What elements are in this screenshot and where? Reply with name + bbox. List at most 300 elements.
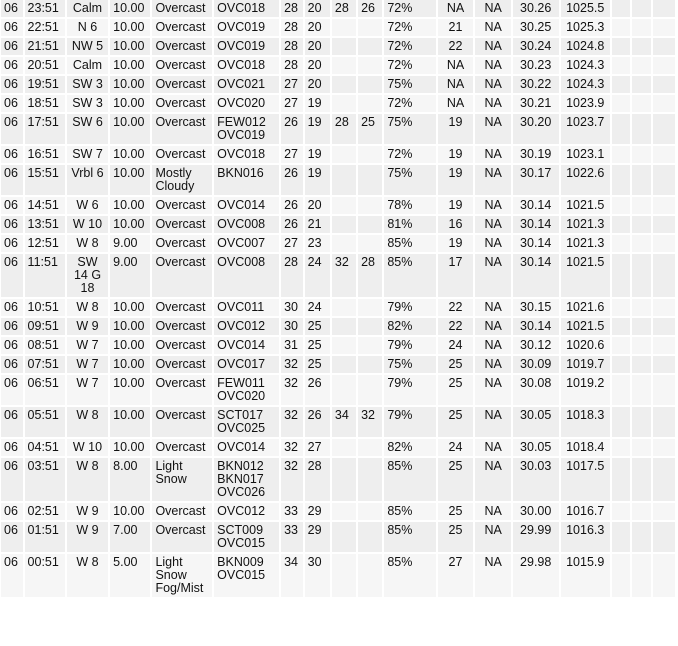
dewpoint-cell: 25 [305, 337, 330, 354]
relative-humidity-cell: 85% [384, 458, 435, 501]
day-cell: 06 [1, 19, 23, 36]
altimeter-cell: 30.26 [513, 0, 559, 17]
empty-cell [653, 337, 675, 354]
wind-cell: SW 14 G 18 [67, 254, 108, 297]
empty-cell [612, 19, 630, 36]
sea-level-pressure-cell: 1024.3 [561, 76, 610, 93]
wind-cell: W 9 [67, 318, 108, 335]
wind-chill-cell: 19 [438, 146, 474, 163]
empty-cell [632, 503, 651, 520]
heat-index-cell: NA [475, 356, 510, 373]
temperature-cell: 27 [281, 95, 303, 112]
empty-cell [632, 458, 651, 501]
table-row [1, 407, 675, 437]
table-row [1, 254, 675, 297]
max-6hr-cell [332, 38, 356, 55]
day-cell: 06 [1, 254, 23, 297]
wind-chill-cell: 25 [438, 503, 474, 520]
min-6hr-cell [358, 503, 382, 520]
heat-index-cell: NA [475, 216, 510, 233]
table-row [1, 503, 675, 520]
sky-condition-cell: FEW011 OVC020 [214, 375, 279, 405]
heat-index-cell: NA [475, 318, 510, 335]
relative-humidity-cell: 79% [384, 407, 435, 437]
max-6hr-cell [332, 554, 356, 597]
altimeter-cell: 30.03 [513, 458, 559, 501]
max-6hr-cell [332, 356, 356, 373]
min-6hr-cell: 32 [358, 407, 382, 437]
sky-condition-cell: OVC021 [214, 76, 279, 93]
empty-cell [632, 254, 651, 297]
wind-chill-cell: 17 [438, 254, 474, 297]
weather-cell: Overcast [152, 337, 212, 354]
time-cell: 11:51 [25, 254, 65, 297]
empty-cell [612, 57, 630, 74]
empty-cell [612, 407, 630, 437]
relative-humidity-cell: 72% [384, 19, 435, 36]
visibility-cell: 10.00 [110, 503, 150, 520]
weather-cell: Overcast [152, 439, 212, 456]
visibility-cell: 10.00 [110, 439, 150, 456]
min-6hr-cell [358, 458, 382, 501]
altimeter-cell: 30.14 [513, 318, 559, 335]
empty-cell [632, 337, 651, 354]
day-cell: 06 [1, 503, 23, 520]
table-row [1, 458, 675, 501]
sky-condition-cell: OVC011 [214, 299, 279, 316]
dewpoint-cell: 29 [305, 503, 330, 520]
heat-index-cell: NA [475, 458, 510, 501]
day-cell: 06 [1, 76, 23, 93]
temperature-cell: 31 [281, 337, 303, 354]
wind-chill-cell: 22 [438, 318, 474, 335]
visibility-cell: 9.00 [110, 254, 150, 297]
relative-humidity-cell: 81% [384, 216, 435, 233]
temperature-cell: 27 [281, 146, 303, 163]
wind-chill-cell: 22 [438, 299, 474, 316]
weather-cell: Overcast [152, 503, 212, 520]
table-row [1, 216, 675, 233]
heat-index-cell: NA [475, 38, 510, 55]
relative-humidity-cell: 72% [384, 57, 435, 74]
empty-cell [653, 458, 675, 501]
heat-index-cell: NA [475, 554, 510, 597]
wind-cell: W 8 [67, 407, 108, 437]
empty-cell [653, 503, 675, 520]
sky-condition-cell: BKN012 BKN017 OVC026 [214, 458, 279, 501]
empty-cell [632, 407, 651, 437]
min-6hr-cell [358, 299, 382, 316]
wind-cell: SW 3 [67, 95, 108, 112]
sea-level-pressure-cell: 1025.3 [561, 19, 610, 36]
heat-index-cell: NA [475, 95, 510, 112]
time-cell: 16:51 [25, 146, 65, 163]
weather-cell: Overcast [152, 95, 212, 112]
table-row [1, 197, 675, 214]
empty-cell [653, 146, 675, 163]
sea-level-pressure-cell: 1022.6 [561, 165, 610, 195]
altimeter-cell: 30.22 [513, 76, 559, 93]
sea-level-pressure-cell: 1021.5 [561, 318, 610, 335]
altimeter-cell: 30.19 [513, 146, 559, 163]
temperature-cell: 28 [281, 0, 303, 17]
time-cell: 23:51 [25, 0, 65, 17]
table-row [1, 522, 675, 552]
empty-cell [653, 95, 675, 112]
heat-index-cell: NA [475, 165, 510, 195]
relative-humidity-cell: 72% [384, 146, 435, 163]
time-cell: 15:51 [25, 165, 65, 195]
heat-index-cell: NA [475, 375, 510, 405]
temperature-cell: 32 [281, 407, 303, 437]
altimeter-cell: 30.08 [513, 375, 559, 405]
altimeter-cell: 30.00 [513, 503, 559, 520]
wind-chill-cell: 25 [438, 458, 474, 501]
temperature-cell: 32 [281, 375, 303, 405]
temperature-cell: 34 [281, 554, 303, 597]
day-cell: 06 [1, 0, 23, 17]
heat-index-cell: NA [475, 146, 510, 163]
table-row [1, 318, 675, 335]
empty-cell [632, 299, 651, 316]
dewpoint-cell: 23 [305, 235, 330, 252]
wind-chill-cell: NA [438, 95, 474, 112]
dewpoint-cell: 20 [305, 38, 330, 55]
weather-cell: Overcast [152, 197, 212, 214]
visibility-cell: 10.00 [110, 38, 150, 55]
table-row [1, 375, 675, 405]
max-6hr-cell [332, 19, 356, 36]
weather-cell: Overcast [152, 375, 212, 405]
min-6hr-cell [358, 76, 382, 93]
wind-cell: W 7 [67, 356, 108, 373]
heat-index-cell: NA [475, 76, 510, 93]
wind-cell: W 10 [67, 439, 108, 456]
sky-condition-cell: SCT017 OVC025 [214, 407, 279, 437]
wind-chill-cell: NA [438, 76, 474, 93]
visibility-cell: 5.00 [110, 554, 150, 597]
day-cell: 06 [1, 407, 23, 437]
sky-condition-cell: BKN016 [214, 165, 279, 195]
weather-cell: Overcast [152, 318, 212, 335]
visibility-cell: 10.00 [110, 0, 150, 17]
min-6hr-cell [358, 439, 382, 456]
empty-cell [653, 554, 675, 597]
dewpoint-cell: 28 [305, 458, 330, 501]
wind-chill-cell: 25 [438, 407, 474, 437]
day-cell: 06 [1, 146, 23, 163]
heat-index-cell: NA [475, 407, 510, 437]
min-6hr-cell: 28 [358, 254, 382, 297]
sea-level-pressure-cell: 1016.7 [561, 503, 610, 520]
visibility-cell: 10.00 [110, 375, 150, 405]
empty-cell [632, 356, 651, 373]
dewpoint-cell: 24 [305, 254, 330, 297]
min-6hr-cell [358, 165, 382, 195]
weather-cell: Mostly Cloudy [152, 165, 212, 195]
altimeter-cell: 30.14 [513, 254, 559, 297]
altimeter-cell: 30.14 [513, 235, 559, 252]
dewpoint-cell: 20 [305, 76, 330, 93]
visibility-cell: 10.00 [110, 57, 150, 74]
empty-cell [632, 38, 651, 55]
wind-chill-cell: 25 [438, 356, 474, 373]
time-cell: 20:51 [25, 57, 65, 74]
empty-cell [632, 318, 651, 335]
empty-cell [612, 318, 630, 335]
weather-cell: Overcast [152, 299, 212, 316]
wind-cell: N 6 [67, 19, 108, 36]
wind-chill-cell: 19 [438, 114, 474, 144]
sky-condition-cell: OVC014 [214, 337, 279, 354]
wind-chill-cell: 24 [438, 439, 474, 456]
empty-cell [612, 95, 630, 112]
day-cell: 06 [1, 522, 23, 552]
sea-level-pressure-cell: 1020.6 [561, 337, 610, 354]
empty-cell [612, 554, 630, 597]
table-row [1, 439, 675, 456]
weather-cell: Overcast [152, 0, 212, 17]
relative-humidity-cell: 85% [384, 554, 435, 597]
visibility-cell: 10.00 [110, 19, 150, 36]
temperature-cell: 26 [281, 165, 303, 195]
dewpoint-cell: 25 [305, 356, 330, 373]
max-6hr-cell [332, 197, 356, 214]
visibility-cell: 10.00 [110, 165, 150, 195]
min-6hr-cell [358, 197, 382, 214]
max-6hr-cell [332, 299, 356, 316]
wind-chill-cell: 25 [438, 375, 474, 405]
max-6hr-cell [332, 146, 356, 163]
dewpoint-cell: 20 [305, 57, 330, 74]
sky-condition-cell: OVC019 [214, 38, 279, 55]
min-6hr-cell [358, 57, 382, 74]
wind-chill-cell: 19 [438, 197, 474, 214]
day-cell: 06 [1, 554, 23, 597]
time-cell: 06:51 [25, 375, 65, 405]
heat-index-cell: NA [475, 254, 510, 297]
relative-humidity-cell: 72% [384, 0, 435, 17]
time-cell: 02:51 [25, 503, 65, 520]
dewpoint-cell: 20 [305, 0, 330, 17]
visibility-cell: 10.00 [110, 318, 150, 335]
max-6hr-cell [332, 57, 356, 74]
day-cell: 06 [1, 458, 23, 501]
altimeter-cell: 30.12 [513, 337, 559, 354]
min-6hr-cell [358, 318, 382, 335]
empty-cell [612, 165, 630, 195]
empty-cell [632, 95, 651, 112]
sea-level-pressure-cell: 1021.5 [561, 254, 610, 297]
dewpoint-cell: 19 [305, 146, 330, 163]
wind-chill-cell: 19 [438, 165, 474, 195]
wind-cell: W 8 [67, 554, 108, 597]
visibility-cell: 10.00 [110, 76, 150, 93]
relative-humidity-cell: 75% [384, 165, 435, 195]
time-cell: 21:51 [25, 38, 65, 55]
relative-humidity-cell: 72% [384, 38, 435, 55]
altimeter-cell: 30.05 [513, 407, 559, 437]
day-cell: 06 [1, 356, 23, 373]
empty-cell [653, 0, 675, 17]
relative-humidity-cell: 78% [384, 197, 435, 214]
dewpoint-cell: 20 [305, 19, 330, 36]
temperature-cell: 26 [281, 114, 303, 144]
temperature-cell: 33 [281, 503, 303, 520]
altimeter-cell: 30.23 [513, 57, 559, 74]
time-cell: 18:51 [25, 95, 65, 112]
sea-level-pressure-cell: 1023.9 [561, 95, 610, 112]
table-row [1, 146, 675, 163]
sky-condition-cell: SCT009 OVC015 [214, 522, 279, 552]
temperature-cell: 26 [281, 216, 303, 233]
table-row [1, 38, 675, 55]
relative-humidity-cell: 82% [384, 439, 435, 456]
visibility-cell: 7.00 [110, 522, 150, 552]
dewpoint-cell: 20 [305, 197, 330, 214]
empty-cell [632, 76, 651, 93]
dewpoint-cell: 21 [305, 216, 330, 233]
altimeter-cell: 30.14 [513, 197, 559, 214]
time-cell: 12:51 [25, 235, 65, 252]
min-6hr-cell [358, 235, 382, 252]
relative-humidity-cell: 75% [384, 76, 435, 93]
altimeter-cell: 30.15 [513, 299, 559, 316]
sky-condition-cell: FEW012 OVC019 [214, 114, 279, 144]
table-row [1, 165, 675, 195]
heat-index-cell: NA [475, 57, 510, 74]
max-6hr-cell [332, 318, 356, 335]
relative-humidity-cell: 75% [384, 356, 435, 373]
day-cell: 06 [1, 318, 23, 335]
wind-chill-cell: 22 [438, 38, 474, 55]
table-row [1, 554, 675, 597]
weather-cell: Overcast [152, 114, 212, 144]
sea-level-pressure-cell: 1024.3 [561, 57, 610, 74]
weather-cell: Overcast [152, 57, 212, 74]
empty-cell [653, 318, 675, 335]
altimeter-cell: 29.99 [513, 522, 559, 552]
sea-level-pressure-cell: 1018.4 [561, 439, 610, 456]
visibility-cell: 9.00 [110, 235, 150, 252]
empty-cell [612, 458, 630, 501]
sky-condition-cell: OVC017 [214, 356, 279, 373]
altimeter-cell: 30.24 [513, 38, 559, 55]
wind-chill-cell: 25 [438, 522, 474, 552]
empty-cell [632, 165, 651, 195]
wind-chill-cell: NA [438, 57, 474, 74]
min-6hr-cell [358, 337, 382, 354]
relative-humidity-cell: 85% [384, 235, 435, 252]
visibility-cell: 10.00 [110, 216, 150, 233]
empty-cell [612, 197, 630, 214]
dewpoint-cell: 19 [305, 165, 330, 195]
sea-level-pressure-cell: 1016.3 [561, 522, 610, 552]
empty-cell [653, 356, 675, 373]
empty-cell [612, 235, 630, 252]
empty-cell [653, 235, 675, 252]
altimeter-cell: 30.21 [513, 95, 559, 112]
wind-cell: Calm [67, 0, 108, 17]
empty-cell [632, 522, 651, 552]
temperature-cell: 28 [281, 38, 303, 55]
sky-condition-cell: OVC020 [214, 95, 279, 112]
heat-index-cell: NA [475, 439, 510, 456]
table-row [1, 114, 675, 144]
altimeter-cell: 30.09 [513, 356, 559, 373]
max-6hr-cell: 28 [332, 114, 356, 144]
sea-level-pressure-cell: 1021.6 [561, 299, 610, 316]
temperature-cell: 32 [281, 439, 303, 456]
relative-humidity-cell: 79% [384, 375, 435, 405]
heat-index-cell: NA [475, 299, 510, 316]
altimeter-cell: 30.14 [513, 216, 559, 233]
visibility-cell: 10.00 [110, 407, 150, 437]
time-cell: 14:51 [25, 197, 65, 214]
heat-index-cell: NA [475, 337, 510, 354]
min-6hr-cell [358, 375, 382, 405]
empty-cell [612, 254, 630, 297]
sea-level-pressure-cell: 1017.5 [561, 458, 610, 501]
relative-humidity-cell: 82% [384, 318, 435, 335]
altimeter-cell: 29.98 [513, 554, 559, 597]
wind-cell: Calm [67, 57, 108, 74]
day-cell: 06 [1, 375, 23, 405]
empty-cell [653, 76, 675, 93]
empty-cell [632, 19, 651, 36]
table-row [1, 337, 675, 354]
min-6hr-cell [358, 554, 382, 597]
time-cell: 07:51 [25, 356, 65, 373]
day-cell: 06 [1, 235, 23, 252]
relative-humidity-cell: 72% [384, 95, 435, 112]
max-6hr-cell [332, 337, 356, 354]
empty-cell [653, 165, 675, 195]
sky-condition-cell: OVC012 [214, 503, 279, 520]
dewpoint-cell: 29 [305, 522, 330, 552]
empty-cell [653, 439, 675, 456]
max-6hr-cell [332, 522, 356, 552]
wind-cell: SW 7 [67, 146, 108, 163]
time-cell: 22:51 [25, 19, 65, 36]
wind-chill-cell: 16 [438, 216, 474, 233]
min-6hr-cell [358, 356, 382, 373]
wind-cell: SW 6 [67, 114, 108, 144]
empty-cell [653, 299, 675, 316]
sky-condition-cell: OVC014 [214, 197, 279, 214]
visibility-cell: 8.00 [110, 458, 150, 501]
sky-condition-cell: BKN009 OVC015 [214, 554, 279, 597]
sky-condition-cell: OVC014 [214, 439, 279, 456]
max-6hr-cell [332, 95, 356, 112]
day-cell: 06 [1, 95, 23, 112]
time-cell: 03:51 [25, 458, 65, 501]
weather-cell: Overcast [152, 216, 212, 233]
relative-humidity-cell: 75% [384, 114, 435, 144]
empty-cell [632, 216, 651, 233]
relative-humidity-cell: 79% [384, 299, 435, 316]
weather-cell: Overcast [152, 146, 212, 163]
max-6hr-cell [332, 375, 356, 405]
empty-cell [653, 522, 675, 552]
empty-cell [612, 337, 630, 354]
relative-humidity-cell: 79% [384, 337, 435, 354]
max-6hr-cell [332, 503, 356, 520]
empty-cell [632, 57, 651, 74]
temperature-cell: 27 [281, 235, 303, 252]
min-6hr-cell [358, 95, 382, 112]
table-row [1, 19, 675, 36]
